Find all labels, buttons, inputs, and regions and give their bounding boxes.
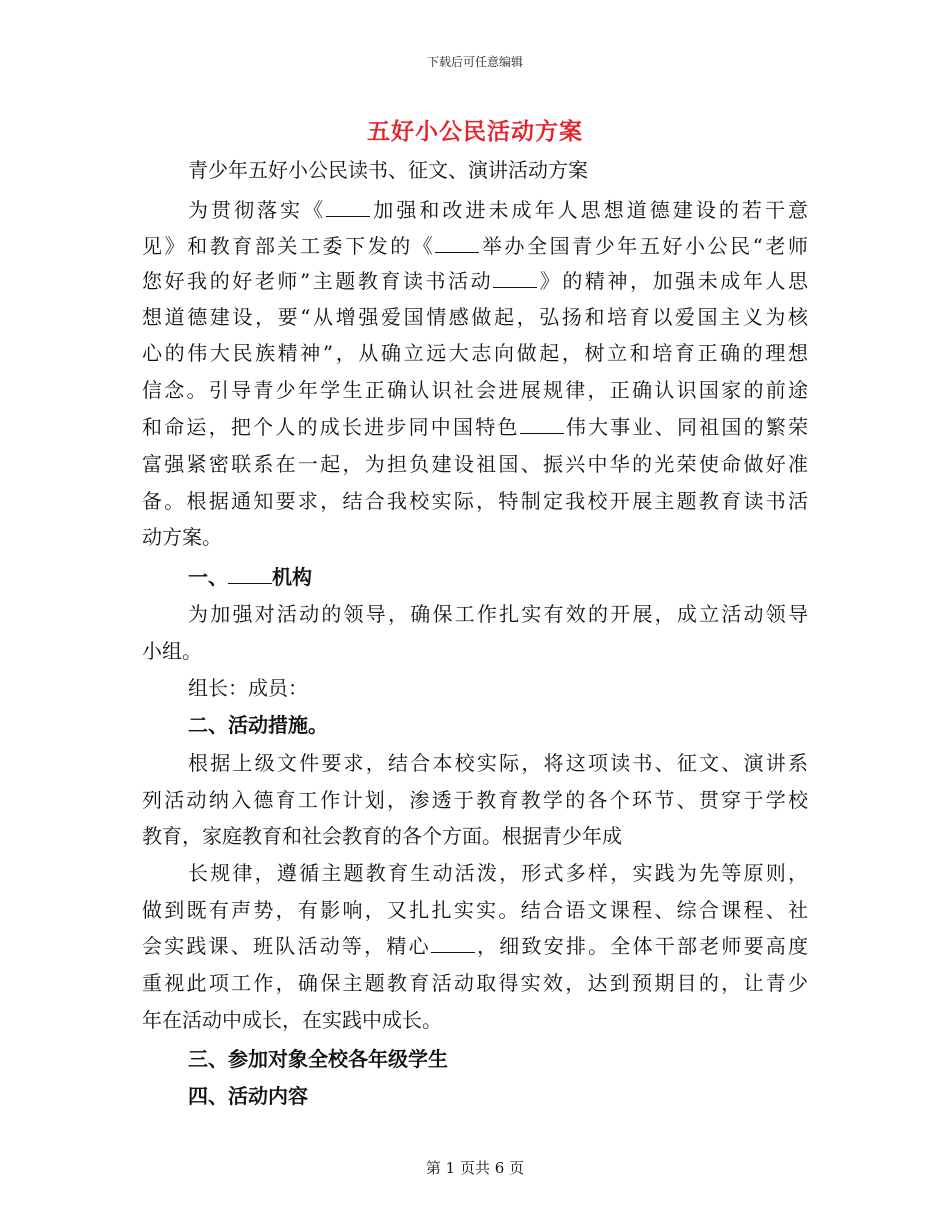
subtitle: 青少年五好小公民读书、征文、演讲活动方案 xyxy=(188,158,588,182)
header-note: 下载后可任意编辑 xyxy=(426,55,523,69)
paragraph-1-line-5: 心的伟大民族精神”，从确立远大志向做起，树立和培育正确的理想 xyxy=(142,341,808,365)
paragraph-1-line-2 xyxy=(142,232,808,260)
page-title: 五好小公民活动方案 xyxy=(367,118,583,145)
section-heading-3: 三、参加对象全校各年级学生 xyxy=(188,1047,448,1071)
text-span: 和命运，把个人的成长进步同中国特色 xyxy=(142,415,520,439)
section-heading-2: 二、活动措施。 xyxy=(188,713,328,737)
blank-underline xyxy=(493,267,537,288)
paragraph-1-line-4: 想道德建设，要“从增强爱国情感做起，弘扬和培育以爱国主义为核 xyxy=(142,305,808,329)
paragraph-1-line-6: 信念。引导青少年学生正确认识社会进展规律，正确认识国家的前途 xyxy=(142,378,808,402)
text-span: ，细致安排。全体干部老师要高度 xyxy=(474,934,809,958)
text-span: 机构 xyxy=(272,565,312,589)
page-footer: 第 1 页共 6 页 xyxy=(425,1159,525,1177)
paragraph-5-line-3 xyxy=(142,932,808,960)
paragraph-3: 组长：成员： xyxy=(188,676,308,700)
section-heading-4: 四、活动内容 xyxy=(188,1084,308,1108)
paragraph-1-line-3 xyxy=(142,267,808,295)
section-heading-1 xyxy=(188,563,808,591)
text-span: 》的精神，加强未成年人思 xyxy=(537,269,808,293)
blank-underline xyxy=(435,232,479,253)
blank-underline xyxy=(326,196,370,217)
paragraph-5-line-4: 重视此项工作，确保主题教育活动取得实效，达到预期目的，让青少 xyxy=(142,971,808,995)
text-span: 举办全国青少年五好小公民“老师 xyxy=(479,234,808,258)
paragraph-2-line-1: 为加强对活动的领导，确保工作扎实有效的开展，成立活动领导 xyxy=(188,602,808,626)
blank-underline xyxy=(520,413,564,434)
text-span: 加强和改进未成年人思想道德建设的若干意 xyxy=(370,198,809,222)
paragraph-1-line-1 xyxy=(188,196,808,224)
paragraph-1-line-8: 富强紧密联系在一起，为担负建设祖国、振兴中华的光荣使命做好准 xyxy=(142,452,808,476)
text-span: 见》和教育部关工委下发的《 xyxy=(142,234,436,258)
blank-underline xyxy=(431,932,475,953)
blank-underline xyxy=(228,563,272,584)
text-span: 为贯彻落实《 xyxy=(188,198,327,222)
paragraph-1-line-7 xyxy=(142,413,808,441)
text-span: 您好我的好老师”主题教育读书活动 xyxy=(142,269,494,293)
paragraph-5-line-2: 做到既有声势，有影响，又扎扎实实。结合语文课程、综合课程、社 xyxy=(142,898,808,922)
paragraph-4-line-3: 教育，家庭教育和社会教育的各个方面。根据青少年成 xyxy=(142,824,622,848)
paragraph-1-line-10: 动方案。 xyxy=(142,525,222,549)
text-span: 伟大事业、同祖国的繁荣 xyxy=(563,415,809,439)
paragraph-5-line-1: 长规律，遵循主题教育生动活泼，形式多样，实践为先等原则， xyxy=(188,861,808,885)
text-span: 会实践课、班队活动等，精心 xyxy=(142,934,431,958)
paragraph-4-line-1: 根据上级文件要求，结合本校实际，将这项读书、征文、演讲系 xyxy=(188,751,808,775)
paragraph-4-line-2: 列活动纳入德育工作计划，渗透于教育教学的各个环节、贯穿于学校 xyxy=(142,788,808,812)
paragraph-2-line-2: 小组。 xyxy=(142,639,202,663)
text-span: 一、 xyxy=(188,565,228,589)
paragraph-1-line-9: 备。根据通知要求，结合我校实际，特制定我校开展主题教育读书活 xyxy=(142,489,808,513)
paragraph-5-line-5: 年在活动中成长，在实践中成长。 xyxy=(142,1008,442,1032)
